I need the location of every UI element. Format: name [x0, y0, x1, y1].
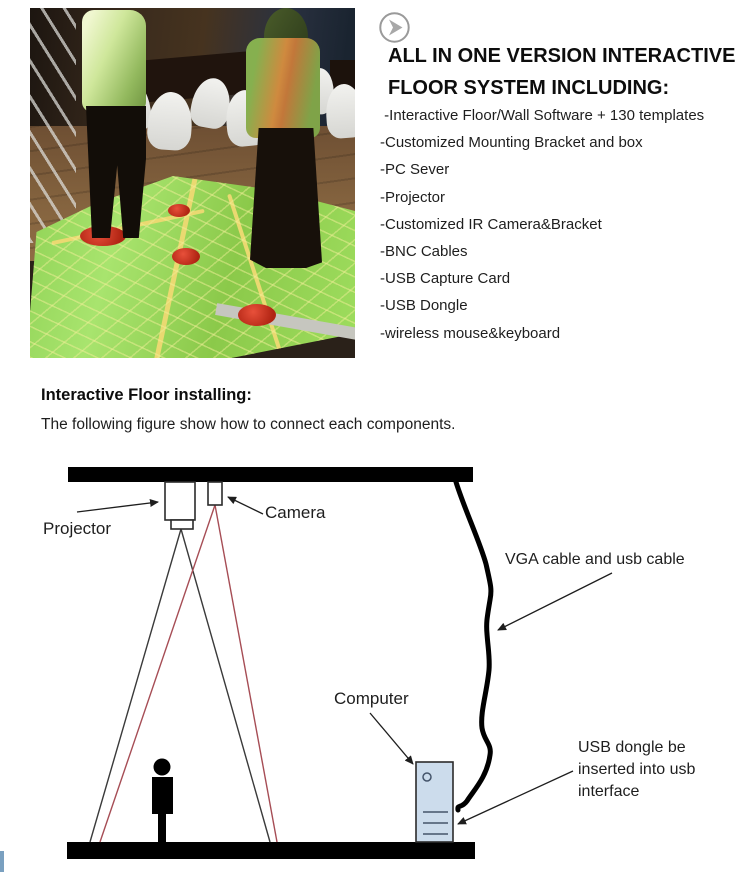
ladybug-spot [172, 248, 200, 265]
projector-beam-right [181, 529, 270, 842]
list-item: -wireless mouse&keyboard [380, 324, 561, 342]
person-figure [152, 759, 173, 843]
included-items-list [380, 102, 748, 347]
list-item: -BNC Cables [380, 243, 468, 261]
corner-selection-mark [0, 851, 4, 872]
ceiling-bar [68, 467, 473, 482]
diagram-canvas [0, 460, 750, 872]
list-item: -PC Sever [380, 161, 450, 179]
person-left-torso [82, 10, 146, 112]
vga-cable-arrow [498, 573, 612, 630]
list-item: -Projector [380, 188, 446, 206]
camera-beam-right [215, 505, 277, 842]
camera-label: Camera [265, 503, 326, 522]
projector-shape [165, 482, 195, 520]
ladybug-spot [168, 204, 190, 217]
photo-ladder [30, 8, 76, 243]
installation-diagram [0, 460, 750, 872]
list-item: -Customized Mounting Bracket and box [380, 134, 643, 152]
section-description: The following figure show how to connect each components. [41, 416, 456, 433]
intro-heading: ALL IN ONE VERSION INTERACTIVE FLOOR SYSTEM INCLUDING: [388, 45, 736, 99]
computer-tower [416, 762, 453, 842]
person-right-torso [246, 38, 320, 138]
list-item: -Interactive Floor/Wall Software + 130 templates [380, 107, 705, 124]
camera-shape [208, 482, 222, 505]
computer-arrow [370, 713, 413, 764]
projector-lens-shape [171, 520, 193, 529]
floor-bar [67, 842, 475, 859]
person-right-skirt [250, 128, 322, 268]
camera-arrow [228, 497, 263, 514]
vga-usb-cable [456, 482, 491, 810]
leaf-vein [152, 171, 199, 358]
ladybug-spot [238, 304, 276, 326]
section-title: Interactive Floor installing: [41, 386, 252, 404]
list-item: -USB Capture Card [380, 270, 511, 288]
usb-dongle-label: USB dongle be inserted into usb interface [578, 739, 696, 800]
computer-label: Computer [334, 689, 409, 708]
product-photo [30, 8, 355, 358]
list-item: -USB Dongle [380, 297, 468, 315]
usb-dongle-arrow [458, 771, 573, 824]
projector-label: Projector [43, 519, 112, 538]
vga-cable-label: VGA cable and usb cable [505, 551, 685, 568]
list-item: -Customized IR Camera&Bracket [380, 215, 602, 233]
projector-arrow [77, 502, 158, 512]
